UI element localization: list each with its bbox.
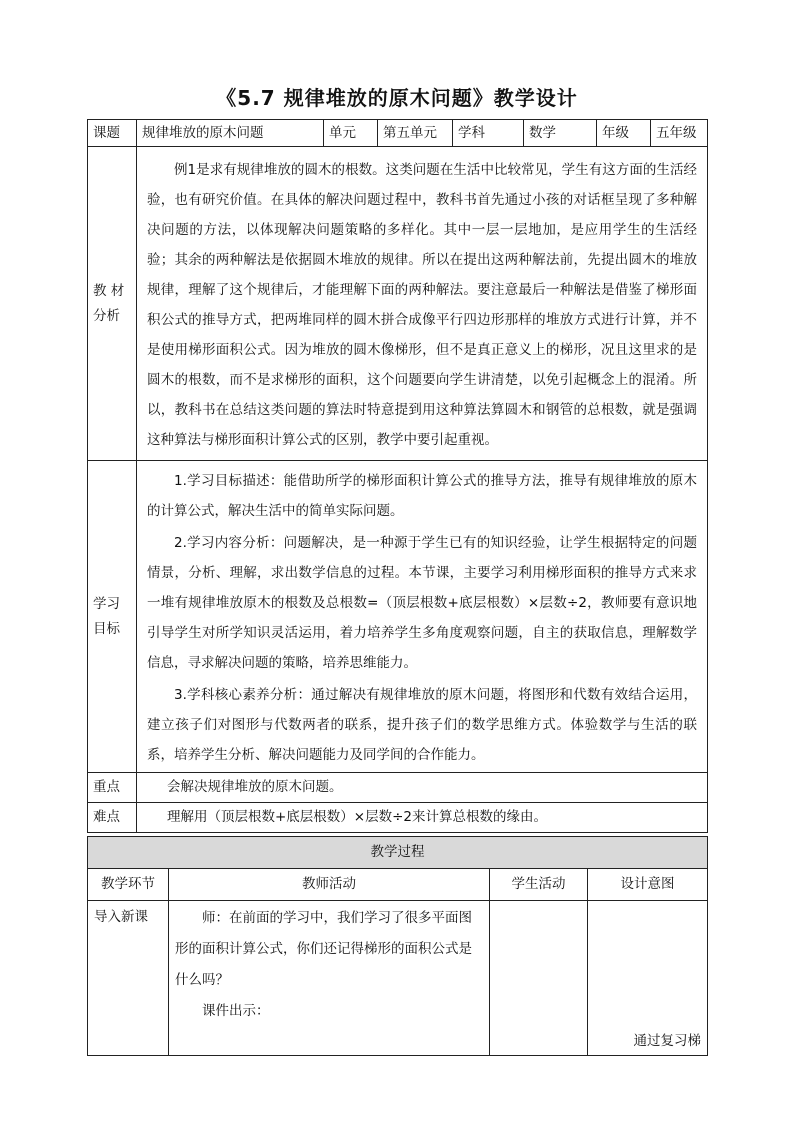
unit-label: 单元 [324,120,378,147]
analysis-label [88,147,137,461]
teacher-activity-cell [169,901,490,1056]
info-table [87,119,708,833]
student-activity-cell [490,901,588,1056]
grade-value: 五年级 [651,120,708,147]
page-title: 《5.7 规律堆放的原木问题》教学设计 [216,86,578,110]
analysis-text: 例1是求有规律堆放的圆木的根数。这类问题在生活中比较常见，学生有这方面的生活经验，也有研究价值。在具体的解决问题过程中，教科书首先通过小孩的对话框呈现了多种解决问题的方法，以体现解决问题策略的多样化。其中一层一层地加，是应用学生的生活经验；其余的两种解法是依据圆木堆放的规律。所以在提出这两种解法前，先提出圆木的堆放规律，理解了这个规律后，才能理解下面的两种解法。要注意最后一种解法是借鉴了梯形面积公式的推导方式，把两堆同样的圆木拼合成像平行四边形那样的堆放方式进行计算，并不是使用梯形面积公式。因为堆放的圆木像梯形，但不是真正意义上的梯形，况且这里求的是圆木的根数，而不是求梯形的面积，这个问题要向学生讲清楚，以免引起概念上的混淆。所以，教科书在总结这类问题的算法时特意提到用这种算法算圆木和钢管的总根数，就是强调这种算法与梯形面积计算公式的区别，教学中要引起重视。 [147,161,697,448]
unit-value: 第五单元 [378,120,453,147]
column-header-intent: 设计意图 [588,869,708,901]
goal-item: 3.学科核心素养分析：通过解决有规律堆放的原木问题，将图形和代数有效结合运用，建立孩子们对图形与代数两者的联系，提升孩子们的数学思维方式。体验数学与生活的联系，培养学生分析、解决问题能力及同学间的合作能力。 [147,686,697,763]
goals-label [88,461,137,773]
process-heading: 教学过程 [88,837,708,869]
topic-label: 课题 [88,120,137,147]
goal-item: 2.学习内容分析：问题解决，是一种源于学生已有的知识经验，让学生根据特定的问题情景，分析、理解，求出数学信息的过程。本节课，主要学习利用梯形面积的推导方式来求一堆有规律堆放原木的根数及总根数=（顶层根数+底层根数）×层数÷2，教师要有意识地引导学生对所学知识灵活运用，着力培养学生多角度观察问题，自主的获取信息，理解数学信息，寻求解决问题的策略，培养思维能力。 [147,534,697,671]
analysis-label-line1: 教 材 [93,283,125,300]
goals-cell [137,461,708,773]
difficulty-row [88,803,708,833]
goals-label-line1: 学习 [93,596,120,613]
goals-row [88,461,708,773]
design-intent-cell: 通过复习梯 [588,901,708,1056]
analysis-row [88,147,708,461]
difficulty-text: 理解用（顶层根数+底层根数）×层数÷2来计算总根数的缘由。 [137,803,708,833]
column-header-student: 学生活动 [490,869,588,901]
stage-cell: 导入新课 [88,901,169,1056]
teacher-activity-text: 课件出示： [202,1003,270,1019]
analysis-cell [137,147,708,461]
topic-value: 规律堆放的原木问题 [137,120,324,147]
key-point-text: 会解决规律堆放的原木问题。 [137,773,708,803]
analysis-label-line2: 分析 [93,307,120,324]
process-heading-row [88,837,708,869]
header-row [88,120,708,147]
process-columns-row [88,869,708,901]
subject-value: 数学 [524,120,597,147]
key-point-row [88,773,708,803]
goals-label-line2: 目标 [93,620,120,637]
grade-label: 年级 [597,120,651,147]
table-row [88,901,708,1056]
column-header-teacher: 教师活动 [169,869,490,901]
key-point-label: 重点 [88,773,137,803]
difficulty-label: 难点 [88,803,137,833]
teacher-activity-text: 师：在前面的学习中，我们学习了很多平面图形的面积计算公式，你们还记得梯形的面积公式是什么吗？ [175,910,472,988]
goal-item: 1.学习目标描述：能借助所学的梯形面积计算公式的推导方法，推导有规律堆放的原木的计算公式，解决生活中的简单实际问题。 [147,472,697,519]
process-table [87,836,708,1056]
column-header-stage: 教学环节 [88,869,169,901]
subject-label: 学科 [453,120,524,147]
